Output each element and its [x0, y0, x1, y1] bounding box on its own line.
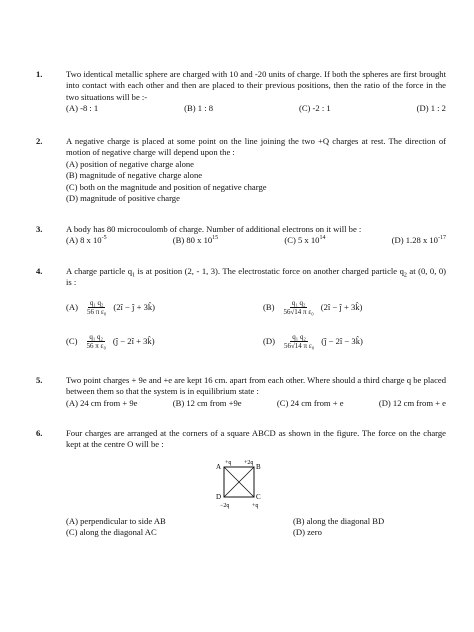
option-a: (A) 24 cm from + 9e — [66, 397, 138, 408]
question-2 — [36, 136, 446, 204]
option-label: (C) — [66, 336, 78, 347]
option-a-exponent: -5 — [101, 235, 107, 242]
fraction-numerator: q₁ q₂ — [89, 333, 103, 342]
option-b — [173, 235, 218, 246]
option-c — [66, 329, 249, 355]
question-6 — [36, 428, 446, 451]
option-c-base: (C) 5 x 10 — [284, 235, 320, 246]
option-d — [392, 235, 446, 246]
option-b: (B) 12 cm from +9e — [172, 397, 242, 408]
option-b: (B) magnitude of negative charge alone — [66, 170, 203, 181]
square-diagram — [214, 457, 266, 509]
option-d-exponent: -17 — [437, 235, 446, 242]
fraction — [84, 333, 107, 350]
option-c: (C) along the diagonal AC — [66, 527, 157, 538]
question-text: Two point charges + 9e and +e are kept 16 cm. apart from each other. Where should a third charge q be placed between them so that the system is in equilibrium state : — [66, 375, 446, 397]
question-number: 5. — [36, 375, 43, 385]
fraction-denominator: 56 π ε₀ — [86, 308, 107, 317]
fraction — [281, 299, 315, 316]
question-number: 1. — [36, 69, 43, 79]
corner-label-b: B — [256, 463, 261, 471]
option-d: (D) magnitude of positive charge — [66, 193, 180, 204]
corner-label-a: A — [216, 463, 222, 471]
option-c: (C) 24 cm from + e — [276, 397, 344, 408]
question-1 — [36, 69, 446, 115]
option-d: (D) 12 cm from + e — [378, 397, 446, 408]
option-c-exponent: 14 — [319, 235, 326, 242]
question-number: 3. — [36, 224, 43, 234]
vector-expression: (ĵ − 2î − 3k̂) — [321, 336, 363, 347]
option-a: (A) -8 : 1 — [66, 103, 99, 114]
corner-label-c: C — [256, 493, 261, 501]
fraction-numerator: q₁ q₂ — [89, 299, 104, 308]
option-c: (C) both on the magnitude and position of negative charge — [66, 181, 267, 192]
option-label: (D) — [263, 336, 275, 347]
option-b-base: (B) 80 x 10 — [172, 235, 213, 246]
question-text: A negative charge is placed at some point on the line joining the two +Q charges at rest. The direction of motion of negative charge will depend upon the : — [66, 136, 446, 158]
question-number: 6. — [36, 428, 43, 438]
question-4 — [36, 266, 446, 355]
fraction — [282, 333, 316, 350]
options-grid — [66, 516, 446, 539]
option-d: (D) 1 : 2 — [416, 103, 446, 114]
corner-label-d: D — [216, 493, 222, 501]
question-text: Two identical metallic sphere are charged with 10 and -20 units of charge. If both the spheres are first brought into contact with each other and then are placed to their previous positions, then the ratio of the force in the two situations will be :- — [66, 69, 446, 102]
question-text-part: is at position (2, - 1, 3). The electrostatic force on another charged particle q — [135, 266, 404, 276]
fraction-numerator: q₁ q₂ — [292, 333, 306, 342]
option-b: (B) along the diagonal BD — [293, 516, 385, 526]
question-3 — [36, 224, 446, 247]
option-b — [263, 295, 446, 321]
option-a — [66, 235, 107, 246]
options-row — [66, 103, 446, 114]
question-text: A body has 80 microcoulomb of charge. Number of additional electrons on it will be : — [66, 224, 362, 234]
option-b: (B) 1 : 8 — [184, 103, 214, 114]
charge-label-b: +2q — [244, 460, 254, 466]
question-number: 4. — [36, 266, 43, 276]
option-a: (A) perpendicular to side AB — [66, 516, 166, 526]
fraction-numerator: q₁ q₂ — [291, 299, 306, 308]
options-row — [66, 398, 446, 409]
option-c — [284, 235, 325, 246]
question-5 — [36, 375, 446, 409]
fraction-denominator: 56 π ε₀ — [86, 342, 106, 351]
question-text — [66, 266, 446, 289]
subscript: 2 — [403, 272, 407, 279]
option-a: (A) position of negative charge alone — [66, 158, 194, 169]
options-row — [66, 235, 446, 246]
vector-expression: (ĵ − 2î + 3k̂) — [112, 336, 155, 347]
options-grid — [66, 295, 446, 355]
option-d — [263, 329, 446, 355]
question-text-part: A charge particle q — [66, 266, 133, 276]
fraction — [85, 299, 108, 316]
question-number: 2. — [36, 136, 43, 146]
option-a — [66, 295, 249, 321]
option-b-exponent: 15 — [212, 235, 219, 242]
option-d: (D) zero — [293, 527, 322, 538]
option-label: (B) — [263, 302, 275, 313]
option-c: (C) -2 : 1 — [298, 103, 331, 114]
question-6-options — [36, 516, 446, 539]
option-d-base: (D) 1.28 x 10 — [391, 235, 438, 246]
fraction-denominator: 56√14 π ε₀ — [283, 308, 314, 317]
vector-expression: (2î − ĵ + 3k̂) — [113, 302, 156, 313]
square-charge-figure — [214, 457, 266, 509]
question-text-part: at (0, 0, 0) is : — [66, 266, 446, 288]
vector-expression: (2î − ĵ + 3k̂) — [320, 302, 363, 313]
option-label: (A) — [66, 302, 78, 313]
charge-label-c: +q — [252, 503, 259, 509]
option-a-base: (A) 8 x 10 — [66, 235, 102, 246]
fraction-denominator: 56√14 π ε₀ — [283, 342, 315, 351]
question-text: Four charges are arranged at the corners of a square ABCD as shown in the figure. The force on the charge kept at the centre O will be : — [66, 428, 446, 450]
subscript: 1 — [132, 272, 136, 279]
charge-label-d: −2q — [220, 503, 230, 509]
charge-label-a: +q — [225, 460, 232, 466]
